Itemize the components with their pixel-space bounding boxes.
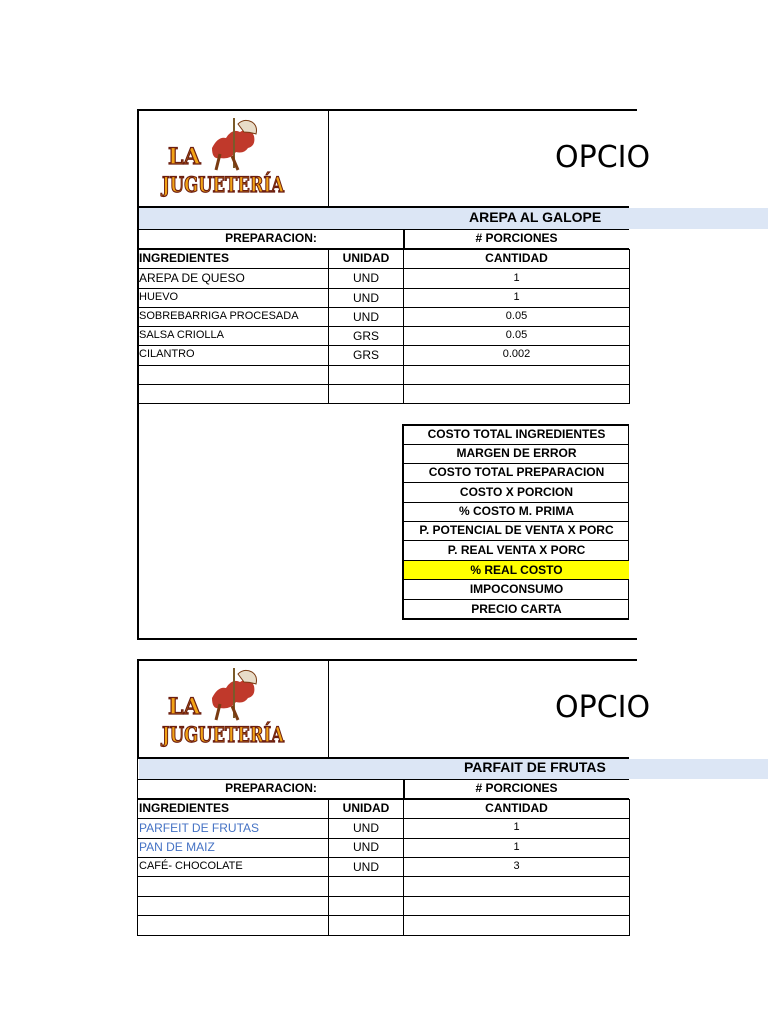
table-row-2-ingrediente-2: PAN DE MAIZ (139, 840, 215, 854)
table-row-3-ingrediente-2: CAFÉ- CHOCOLATE (139, 860, 243, 872)
jugueteria-logo (160, 118, 290, 202)
preparacion-label-2: PREPARACION: (225, 781, 317, 795)
col-unidad-2: UNIDAD (342, 801, 390, 815)
margen-de-error: MARGEN DE ERROR (456, 446, 577, 460)
table-row-5-cantidad: 0.002 (502, 348, 531, 360)
dish-name-2: PARFAIT DE FRUTAS (464, 759, 606, 775)
col-cantidad: CANTIDAD (485, 251, 548, 265)
table-row-1-unidad-2: UND (353, 821, 379, 835)
table-row-1-unidad: UND (353, 271, 379, 285)
col-cantidad-2: CANTIDAD (485, 801, 548, 815)
svg-text:JUGUETERÍA: JUGUETERÍA (160, 172, 285, 197)
svg-text:JUGUETERÍA: JUGUETERÍA (160, 722, 285, 747)
page-title: OPCIO (555, 140, 651, 175)
carousel-horse-icon (212, 668, 257, 720)
real-costo-highlight: % REAL COSTO (404, 561, 629, 579)
col-unidad: UNIDAD (342, 251, 390, 265)
porciones-label-2: # PORCIONES (475, 781, 558, 795)
costo-x-porcion: COSTO X PORCION (459, 485, 574, 499)
table-row-3-unidad: UND (353, 310, 379, 324)
table-row-4-ingrediente: SALSA CRIOLLA (139, 329, 224, 341)
costo-total-preparacion: COSTO TOTAL PREPARACION (428, 465, 605, 479)
dish-name: AREPA AL GALOPE (469, 209, 602, 225)
jugueteria-logo-2 (160, 668, 290, 752)
precio-carta: PRECIO CARTA (471, 602, 562, 616)
table-row-3-cantidad: 0.05 (505, 310, 528, 322)
table-row-2-unidad: UND (353, 291, 379, 305)
p-real-venta: P. REAL VENTA X PORC (447, 543, 586, 557)
table-row-2-unidad-2: UND (353, 840, 379, 854)
carousel-horse-icon (212, 118, 257, 170)
table-row-2-ingrediente: HUEVO (139, 291, 179, 303)
table-row-2-cantidad-2: 1 (513, 841, 520, 853)
page-title-2: OPCIO (555, 690, 651, 725)
impoconsumo: IMPOCONSUMO (469, 582, 564, 596)
table-row-5-unidad: GRS (352, 348, 379, 362)
table-row-3-unidad-2: UND (353, 860, 379, 874)
col-ingredientes-2: INGREDIENTES (139, 801, 230, 815)
table-row-3-cantidad-2: 3 (513, 860, 520, 872)
table-row-1-ingrediente: AREPA DE QUESO (139, 271, 245, 285)
col-ingredientes: INGREDIENTES (139, 251, 230, 265)
table-row-5-ingrediente: CILANTRO (139, 348, 195, 360)
costo-m-prima: % COSTO M. PRIMA (458, 504, 575, 518)
cost-total-ingredientes: COSTO TOTAL INGREDIENTES (427, 427, 606, 441)
table-row-4-unidad: GRS (352, 329, 379, 343)
table-row-2-cantidad: 1 (513, 291, 520, 303)
svg-text:LA: LA (168, 144, 201, 170)
preparacion-label: PREPARACION: (225, 231, 317, 245)
table-row-1-cantidad-2: 1 (513, 821, 520, 833)
p-potencial-venta: P. POTENCIAL DE VENTA X PORC (419, 523, 614, 537)
porciones-label: # PORCIONES (475, 231, 558, 245)
table-row-3-ingrediente: SOBREBARRIGA PROCESADA (139, 310, 299, 322)
table-row-4-cantidad: 0.05 (505, 329, 528, 341)
table-row-1-ingrediente-2: PARFEIT DE FRUTAS (139, 821, 260, 835)
table-row-1-cantidad: 1 (513, 272, 520, 284)
svg-text:LA: LA (168, 694, 201, 720)
